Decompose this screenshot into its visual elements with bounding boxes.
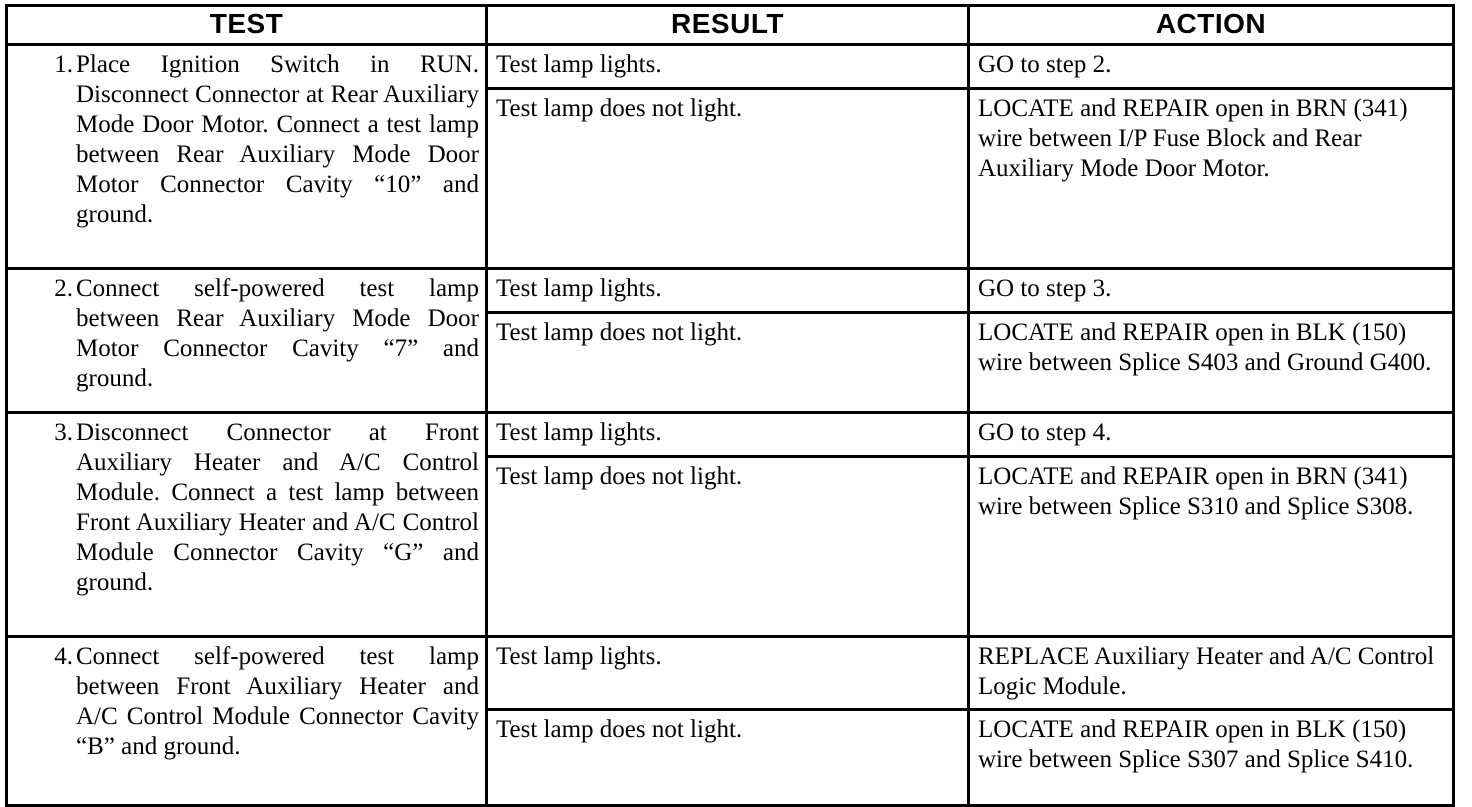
action-cell: LOCATE and REPAIR open in BRN (341) wire between I/P Fuse Block and Rear Auxiliary Mode Door Motor. — [969, 89, 1454, 269]
header-test: TEST — [7, 6, 487, 45]
action-cell: LOCATE and REPAIR open in BLK (150) wire between Splice S307 and Splice S410. — [969, 710, 1454, 806]
test-description: Disconnect Connector at Front Auxiliary Heater and A/C Control Module. Connect a test lamp between Front Auxiliary Heater and A/C Control Module Connector Cavity “G” and ground. — [76, 419, 479, 596]
table-row — [7, 637, 1454, 710]
result-cell: Test lamp lights. — [487, 45, 969, 89]
table-row — [7, 413, 1454, 457]
step-number: 1. — [54, 51, 73, 78]
result-cell: Test lamp does not light. — [487, 89, 969, 269]
result-cell: Test lamp lights. — [487, 637, 969, 710]
header-action: ACTION — [969, 6, 1454, 45]
test-cell — [7, 45, 487, 269]
test-description: Connect self-powered test lamp between Front Auxiliary Heater and A/C Control Module Connector Cavity “B” and ground. — [76, 643, 479, 760]
action-cell: GO to step 3. — [969, 269, 1454, 313]
step-number: 2. — [54, 275, 73, 302]
step-number: 3. — [54, 419, 73, 446]
test-cell — [7, 413, 487, 637]
table-row — [7, 269, 1454, 313]
result-cell: Test lamp does not light. — [487, 457, 969, 637]
action-cell: LOCATE and REPAIR open in BLK (150) wire between Splice S403 and Ground G400. — [969, 313, 1454, 413]
test-cell — [7, 637, 487, 806]
action-cell: GO to step 4. — [969, 413, 1454, 457]
action-cell: GO to step 2. — [969, 45, 1454, 89]
table-row — [7, 45, 1454, 89]
result-cell: Test lamp does not light. — [487, 313, 969, 413]
test-description: Place Ignition Switch in RUN. Disconnect Connector at Rear Auxiliary Mode Door Motor. Connect a test lamp between Rear Auxiliary Mode Door Motor Connector Cavity “10” and ground. — [76, 51, 479, 228]
action-cell: LOCATE and REPAIR open in BRN (341) wire between Splice S310 and Splice S308. — [969, 457, 1454, 637]
result-cell: Test lamp lights. — [487, 269, 969, 313]
step-number: 4. — [54, 643, 73, 670]
diagnostic-table — [5, 4, 1455, 807]
test-cell — [7, 269, 487, 413]
action-cell: REPLACE Auxiliary Heater and A/C Control Logic Module. — [969, 637, 1454, 710]
header-row — [7, 6, 1454, 45]
result-cell: Test lamp lights. — [487, 413, 969, 457]
header-result: RESULT — [487, 6, 969, 45]
test-description: Connect self-powered test lamp between Rear Auxiliary Mode Door Motor Connector Cavity “7” and ground. — [76, 275, 479, 392]
result-cell: Test lamp does not light. — [487, 710, 969, 806]
